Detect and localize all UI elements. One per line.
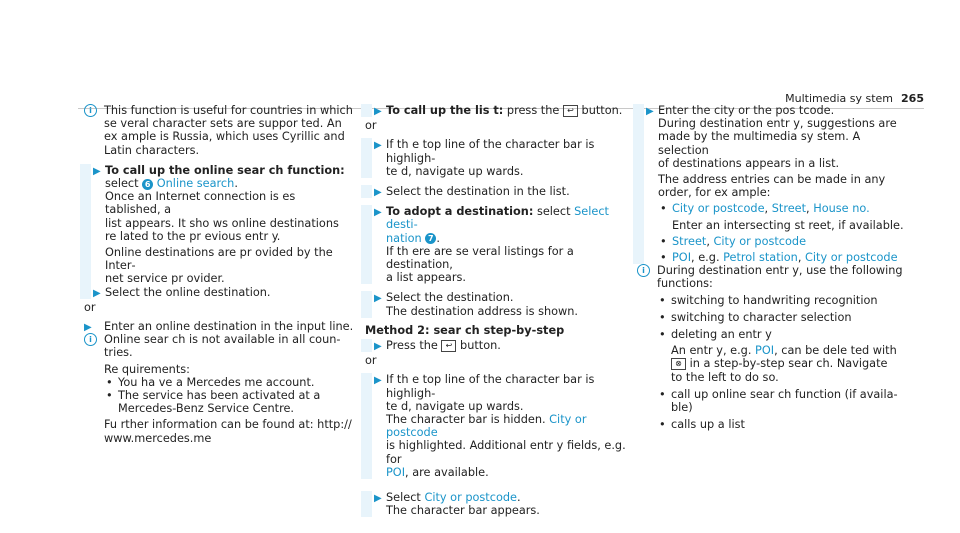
text-line: ex ample is Russia, which uses Cyrillic and [104,130,345,144]
step-call-up-list: ▶ To call up the lis t: press the ↩ button. [361,104,635,117]
step-enter-online-destination [84,320,354,333]
list-item: • switching to character selection [657,311,907,324]
callout-number: 7 [425,233,436,244]
note-online-search [84,333,354,445]
text-line: Online sear ch is not available in all coun‐ [104,333,341,347]
column-1 [84,104,354,445]
back-key-icon: ↩ [441,340,456,352]
text-line: Once an Internet connection is es tablished, a [105,190,296,217]
page-number: 265 [901,92,924,105]
text-line: ble) [671,401,693,415]
column-2 [365,104,635,517]
step-select-city-postcode: ▶ Select City or postcode. The character bar appears. [361,491,635,517]
text-line: te d, navigate up wards. [386,164,524,178]
step-online-search [80,164,354,286]
city-postcode-link[interactable]: City or postcode [424,491,517,505]
step-adopt-destination: ▶ To adopt a destination: select Select desti‐ nation 7 . If th ere are se veral listings for a destination, a list appears. [361,205,635,284]
text-line: te d, navigate up wards. [386,399,524,413]
text-line: www.mercedes.me [104,431,212,445]
arrow-right-icon: ▶ [646,106,654,117]
text-line: During destination entr y, use the following [657,264,903,278]
requirements-label: Re quirements: [104,362,190,376]
step-title: To call up the online sear ch function: [105,163,345,177]
note-functions: i During destination entr y, use the following functions: • switching to handwriting recognition • switching to character selection • deleting an entr y An entr y, e.g. POI, can be dele ted with ⊗ in a step-by-step sear ch. Navigate to the left to do so. • call up online sear ch function (if availa‐ ble) • calls up a list [637,264,907,431]
text-line: se veral character sets are suppor ted. An [104,117,342,131]
text-line: Select the destination in the list. [386,185,570,199]
arrow-right-icon: ▶ [374,341,382,353]
text-line: to the left to do so. [671,370,779,384]
list-item: • deleting an entr y [657,328,907,341]
back-key-icon: ↩ [563,105,578,117]
list-item: • switching to handwriting recognition [657,294,907,307]
text-line: This function is useful for countries in which [104,104,353,117]
arrow-right-icon: ▶ [374,293,382,305]
list-item: • call up online sear ch function (if availa‐ [657,388,907,401]
text-line: Fu rther information can be found at: http:// [104,418,352,432]
step-select-destination [361,291,635,317]
select-destination-link[interactable]: Select desti‐ [386,205,609,232]
text-line: list appears. It sho ws online destinations [105,216,339,230]
step-press-back: ▶ Press the ↩ button. [361,339,635,352]
delete-key-icon: ⊗ [671,358,686,370]
arrow-right-icon: ▶ [374,187,382,199]
method-heading: Method 2: sear ch step-by-step [365,323,565,337]
text-line: If th e top line of the character bar is highligh‐ [386,138,595,165]
info-icon: i [84,333,97,346]
arrow-right-icon: ▶ [93,287,101,299]
arrow-right-icon: ▶ [374,207,382,219]
step-select-destination-list [361,185,635,198]
arrow-right-icon: ▶ [374,106,382,117]
text-line: is highlighted. Additional entr y fields, e.g. for [386,439,626,466]
city-postcode-link[interactable]: City or postcode [386,413,587,440]
step-navigate-upwards-2: ▶ If th e top line of the character bar is highligh‐ te d, navigate up wards. The character bar is hidden. City or postcode is highlighted. Additional entr y fields, e.g. for POI, are available. [361,373,635,479]
step-select-online-destination [80,286,354,299]
info-icon: i [84,104,97,117]
arrow-right-icon: ▶ [374,493,382,505]
text-line: If th e top line of the character bar is highligh‐ [386,373,595,400]
text-line: re lated to the pr evious entr y. [105,229,281,243]
list-item: • calls up a list [657,418,907,431]
column-3 [637,104,907,431]
or-label: or [365,119,377,133]
or-label: or [365,354,377,368]
text-line: a list appears. [386,271,466,285]
list-item: • You ha ve a Mercedes me account. [104,376,354,389]
text-line: net service pr ovider. [105,272,225,286]
info-icon: i [637,264,650,277]
text-line: Online destinations are pr ovided by the Inter‐ [105,246,333,273]
arrow-right-icon: ▶ [374,375,382,387]
section-title: Multimedia sy stem [785,92,894,105]
text-line: The destination address is shown. [386,304,579,318]
poi-link[interactable]: POI [386,465,406,479]
step-navigate-upwards [361,138,635,178]
arrow-right-icon: ▶ [84,322,92,334]
text-line: Select the online destination. [105,285,271,299]
online-search-link[interactable]: Online search [156,177,235,191]
text-line: functions: [657,277,713,291]
list-item: • The service has been activated at a [104,389,354,402]
text-line: order, for ex ample: [658,186,771,200]
text-line: Latin characters. [104,143,200,157]
step-select-line: select 6 Online search. [105,177,238,191]
arrow-right-icon: ▶ [93,165,101,177]
text-line: Mercedes-Benz Service Centre. [118,402,295,416]
arrow-right-icon: ▶ [374,140,382,152]
text-line: of destinations appears in a list. [658,156,840,170]
or-label: or [84,300,96,314]
step-enter-city: ▶ Enter the city or the pos tcode. During destination entr y, suggestions are made by the multimedia sy stem. A selection of destinations appears in a list. The address entries can be made in any order, for ex ample: • City or postcode, Street, House no. Enter an intersecting st reet, if available. • Street, City or postcode • POI, e.g. Petrol station, City or postcode [633,104,907,264]
callout-number: 6 [142,179,153,190]
text-line: Enter an intersecting st reet, if available. [672,218,904,232]
text-line: Enter the city or the pos tcode. [658,104,835,117]
note-character-sets [84,104,354,157]
text-line: The address entries can be made in any [658,173,886,187]
text-line: Enter an online destination in the input line. [104,320,354,334]
text-line: Select the destination. [386,291,514,305]
text-line: If th ere are se veral listings for a destination, [386,244,574,272]
text-line: During destination entr y, suggestions are [658,117,897,131]
text-line: made by the multimedia sy stem. A selection [658,130,861,157]
text-line: The character bar appears. [386,504,540,518]
text-line: tries. [104,346,133,360]
